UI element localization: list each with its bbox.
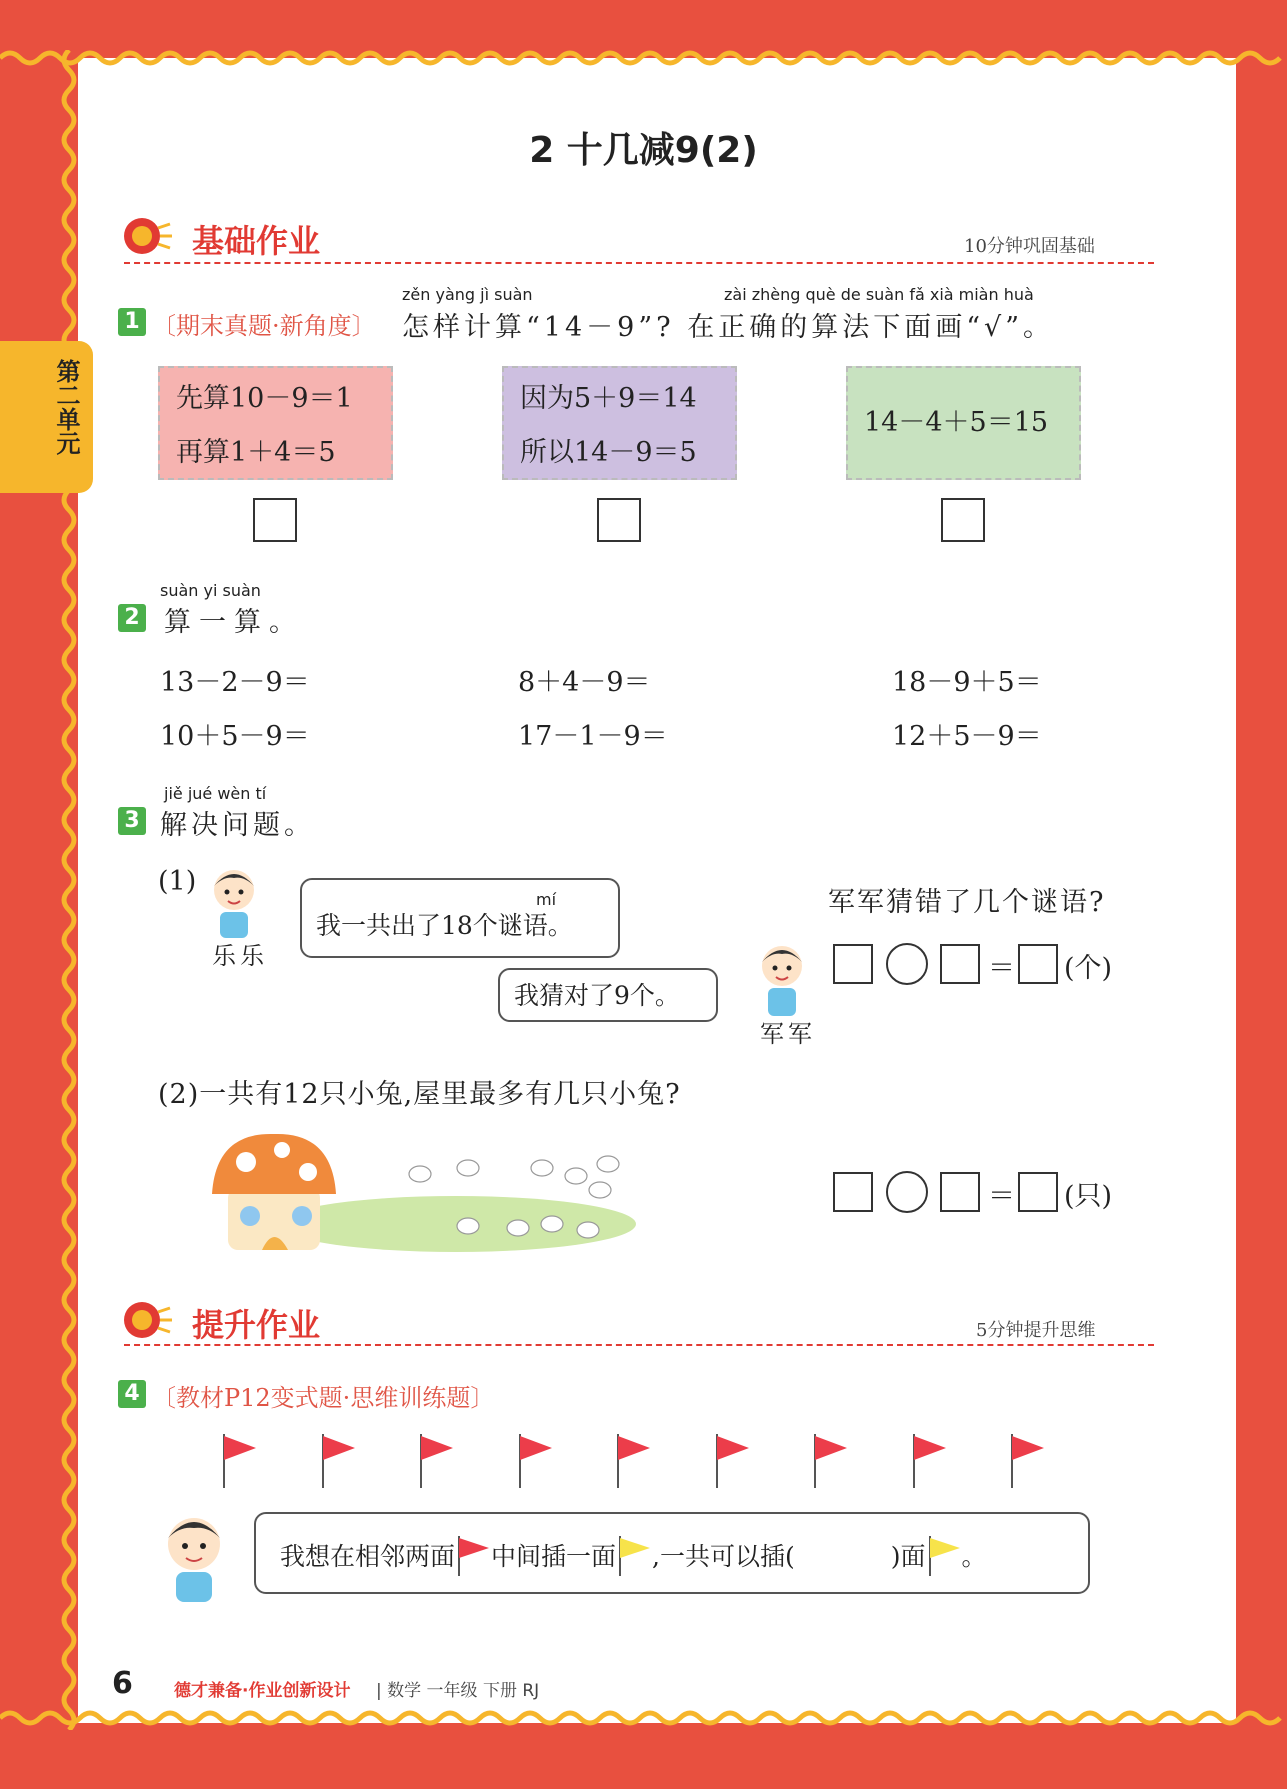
- section-divider: [124, 1344, 1154, 1346]
- question-number: 4: [118, 1380, 146, 1408]
- answer-box[interactable]: [940, 944, 980, 984]
- question-text: 解决问题。: [160, 810, 315, 841]
- check-box[interactable]: [253, 498, 297, 542]
- equals-sign: ＝: [988, 953, 1015, 984]
- speech-text: 我想在相邻两面: [280, 1542, 456, 1571]
- wavy-border-top: [0, 44, 1287, 70]
- red-flag-icon: [811, 1432, 851, 1488]
- speech-text: 。: [961, 1542, 987, 1571]
- section-note-advanced: 5分钟提升思维: [976, 1320, 1096, 1341]
- pinyin: mí: [536, 890, 557, 909]
- sub-question-label: (1): [158, 866, 197, 897]
- wavy-border-bottom: [0, 1706, 1287, 1732]
- section-title-basic: 基础作业: [192, 222, 321, 260]
- equals-sign: ＝: [988, 1181, 1015, 1212]
- method-card: [846, 366, 1081, 480]
- red-flag-icon: [1008, 1432, 1048, 1488]
- bell-icon: [118, 210, 174, 262]
- question-number: 2: [118, 604, 146, 632]
- unit-label: (个): [1064, 953, 1113, 984]
- card-line: 14－4＋5＝15: [864, 407, 1049, 438]
- method-card: [502, 366, 737, 480]
- wavy-border-left: [54, 50, 84, 1730]
- operator-circle[interactable]: [886, 943, 928, 985]
- pinyin: zěn yàng jì suàn: [402, 285, 533, 304]
- red-flag-icon: [455, 1534, 491, 1576]
- equation: 12＋5－9＝: [892, 721, 1042, 752]
- answer-box[interactable]: [833, 944, 873, 984]
- equation: 13－2－9＝: [160, 667, 310, 698]
- pinyin: jiě jué wèn tí: [164, 784, 267, 803]
- character-name: 乐乐: [212, 942, 268, 970]
- sub-question-text: 军军猜错了几个谜语?: [828, 887, 1106, 918]
- speech-bubble: [300, 878, 620, 958]
- yellow-flag-icon: [926, 1534, 962, 1576]
- unit-tab: [0, 341, 93, 493]
- equation: 10＋5－9＝: [160, 721, 310, 752]
- equation: 17－1－9＝: [518, 721, 668, 752]
- question-tag: 〔教材P12变式题·思维训练题〕: [152, 1384, 495, 1412]
- speech-text: 中间插一面: [491, 1542, 617, 1571]
- page-title: 2 十几减9(2): [529, 130, 758, 171]
- unit-label: (只): [1064, 1181, 1113, 1212]
- answer-box[interactable]: [940, 1172, 980, 1212]
- speech-text: 我一共出了18个谜语。: [316, 911, 573, 940]
- bell-icon: [118, 1294, 174, 1346]
- equation: 8＋4－9＝: [518, 667, 651, 698]
- question-number: 1: [118, 308, 146, 336]
- method-card: [158, 366, 393, 480]
- red-flag-icon: [614, 1432, 654, 1488]
- section-title-advanced: 提升作业: [192, 1306, 321, 1344]
- speech-text: 我猜对了9个。: [514, 981, 680, 1010]
- speech-text: )面: [890, 1542, 926, 1571]
- red-flag-row: [220, 1432, 1060, 1488]
- question-number: 3: [118, 807, 146, 835]
- red-flag-icon: [417, 1432, 457, 1488]
- red-flag-icon: [516, 1432, 556, 1488]
- answer-box[interactable]: [1018, 944, 1058, 984]
- speech-text: ,一共可以插(: [652, 1542, 795, 1571]
- answer-box[interactable]: [833, 1172, 873, 1212]
- answer-box[interactable]: [1018, 1172, 1058, 1212]
- red-flag-icon: [319, 1432, 359, 1488]
- boy-lele-illustration: [204, 862, 266, 940]
- question-tag: 〔期末真题·新角度〕: [152, 312, 376, 340]
- boy-junjun-illustration: [744, 938, 814, 1018]
- unit-tab-label: 第二单元: [52, 359, 80, 455]
- question-text: 怎样计算“14－9”? 在正确的算法下面画“√”。: [402, 312, 1055, 343]
- footer-brand: 德才兼备·作业创新设计: [174, 1681, 351, 1701]
- page-number: 6: [112, 1666, 133, 1701]
- equation: 18－9＋5＝: [892, 667, 1042, 698]
- boy-thinking-illustration: [158, 1506, 236, 1604]
- red-flag-icon: [220, 1432, 260, 1488]
- section-note-basic: 10分钟巩固基础: [964, 236, 1095, 257]
- question-text: 算一算。: [164, 607, 304, 638]
- red-flag-icon: [713, 1432, 753, 1488]
- red-flag-icon: [910, 1432, 950, 1488]
- check-box[interactable]: [941, 498, 985, 542]
- card-line: 再算1＋4＝5: [176, 437, 336, 468]
- card-line: 所以14－9＝5: [520, 437, 697, 468]
- mushroom-house-rabbits-illustration: [206, 1128, 646, 1258]
- sub-question-text: (2)一共有12只小兔,屋里最多有几只小兔?: [158, 1079, 681, 1110]
- character-name: 军军: [760, 1020, 816, 1048]
- yellow-flag-icon: [616, 1534, 652, 1576]
- footer-info: | 数学 一年级 下册 RJ: [376, 1681, 540, 1701]
- pinyin: suàn yi suàn: [160, 581, 261, 600]
- speech-bubble: [498, 968, 718, 1022]
- section-divider: [124, 262, 1154, 264]
- card-line: 先算10－9＝1: [176, 383, 353, 414]
- speech-bubble: [254, 1512, 1090, 1594]
- operator-circle[interactable]: [886, 1171, 928, 1213]
- check-box[interactable]: [597, 498, 641, 542]
- card-line: 因为5＋9＝14: [520, 383, 697, 414]
- pinyin: zài zhèng què de suàn fǎ xià miàn huà: [724, 285, 1034, 304]
